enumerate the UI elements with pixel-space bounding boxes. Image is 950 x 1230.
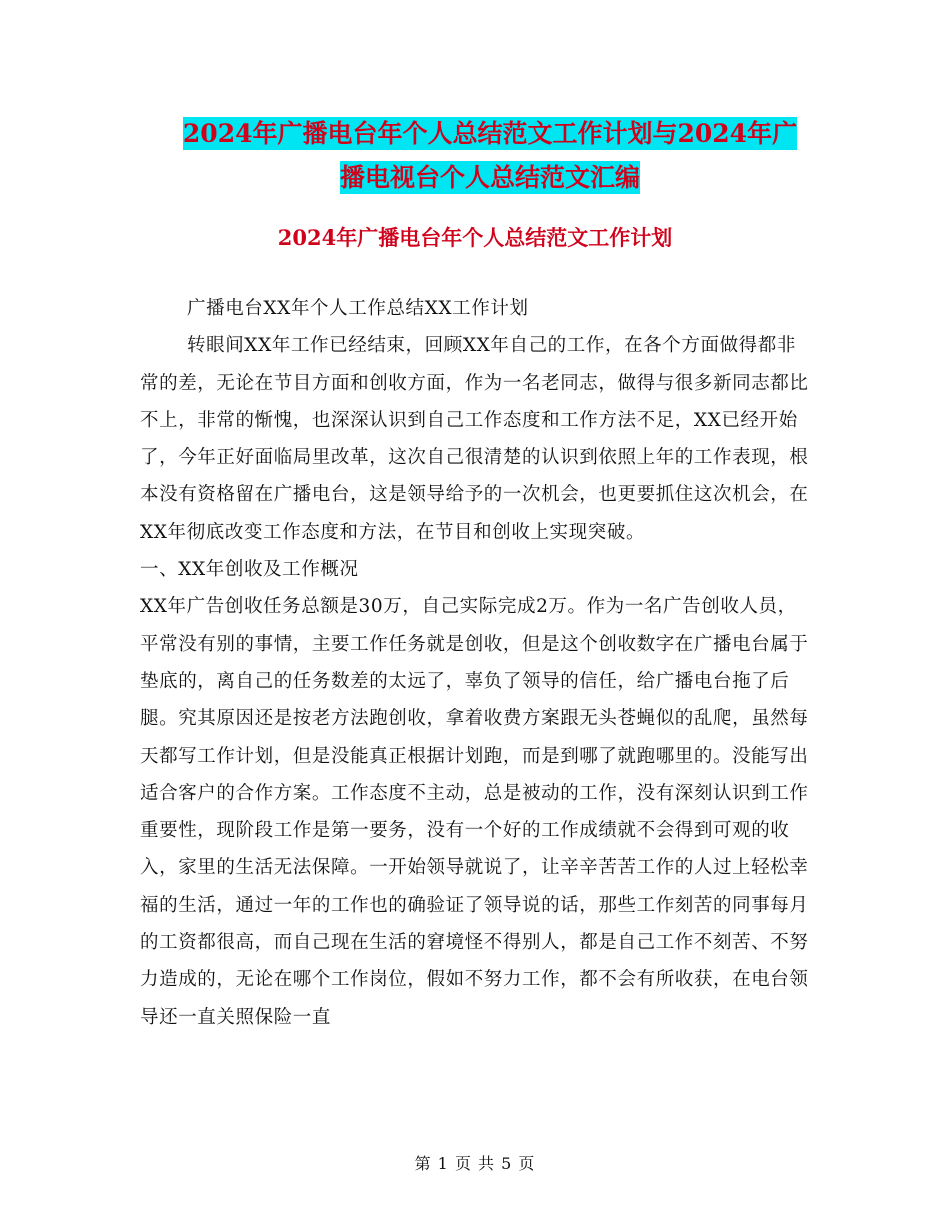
title-line-1: 2024年广播电台年个人总结范文工作计划与2024年广: [182, 119, 798, 148]
title-line-2: 播电视台个人总结范文汇编: [339, 163, 640, 192]
subtitle-line: 广播电台XX年个人工作总结XX工作计划: [187, 298, 529, 319]
paragraph-intro: 转眼间XX年工作已经结束，回顾XX年自己的工作，在各个方面做得都非常的差，无论在节目方面和创收方面，作为一名老同志，做得与很多新同志都比不上，非常的惭愧，也深深认识到自己工作态度和工作方法不足，XX已经开始了，今年正好面临局里改革，这次自己很清楚的认识到依照上年的工作表现，根本没有资格留在广播电台，这是领导给予的一次机会，也更要抓住这次机会，在XX年彻底改变工作态度和方法，在节目和创收上实现突破。: [140, 335, 809, 543]
heading-section-1: 一、XX年创收及工作概况: [140, 559, 359, 581]
page-footer: 第 1 页 共 5 页: [414, 1154, 536, 1173]
document-title: [140, 112, 840, 200]
document-body: [140, 290, 812, 1036]
section-title: 2024年广播电台年个人总结范文工作计划: [277, 225, 673, 250]
paragraph-revenue: XX年广告创收任务总额是30万，自己实际完成2万。作为一名广告创收人员，平常没有别的事情，主要工作任务就是创收，但是这个创收数字在广播电台属于垫底的，离自己的任务数差的太远了，辜负了领导的信任，给广播电台拖了后腿。究其原因还是按老方法跑创收，拿着收费方案跟无头苍蝇似的乱爬，虽然每天都写工作计划，但是没能真正根据计划跑，而是到哪了就跑哪里的。没能写出适合客户的合作方案。工作态度不主动，总是被动的工作，没有深刻认识到工作重要性，现阶段工作是第一要务，没有一个好的工作成绩就不会得到可观的收入，家里的生活无法保障。一开始领导就说了，让辛辛苦苦工作的人过上轻松幸福的生活，通过一年的工作也的确验证了领导说的话，那些工作刻苦的同事每月的工资都很高，而自己现在生活的窘境怪不得别人，都是自己工作不刻苦、不努力造成的，无论在哪个工作岗位，假如不努力工作，都不会有所收获，在电台领导还一直关照保险一直: [140, 596, 809, 1028]
